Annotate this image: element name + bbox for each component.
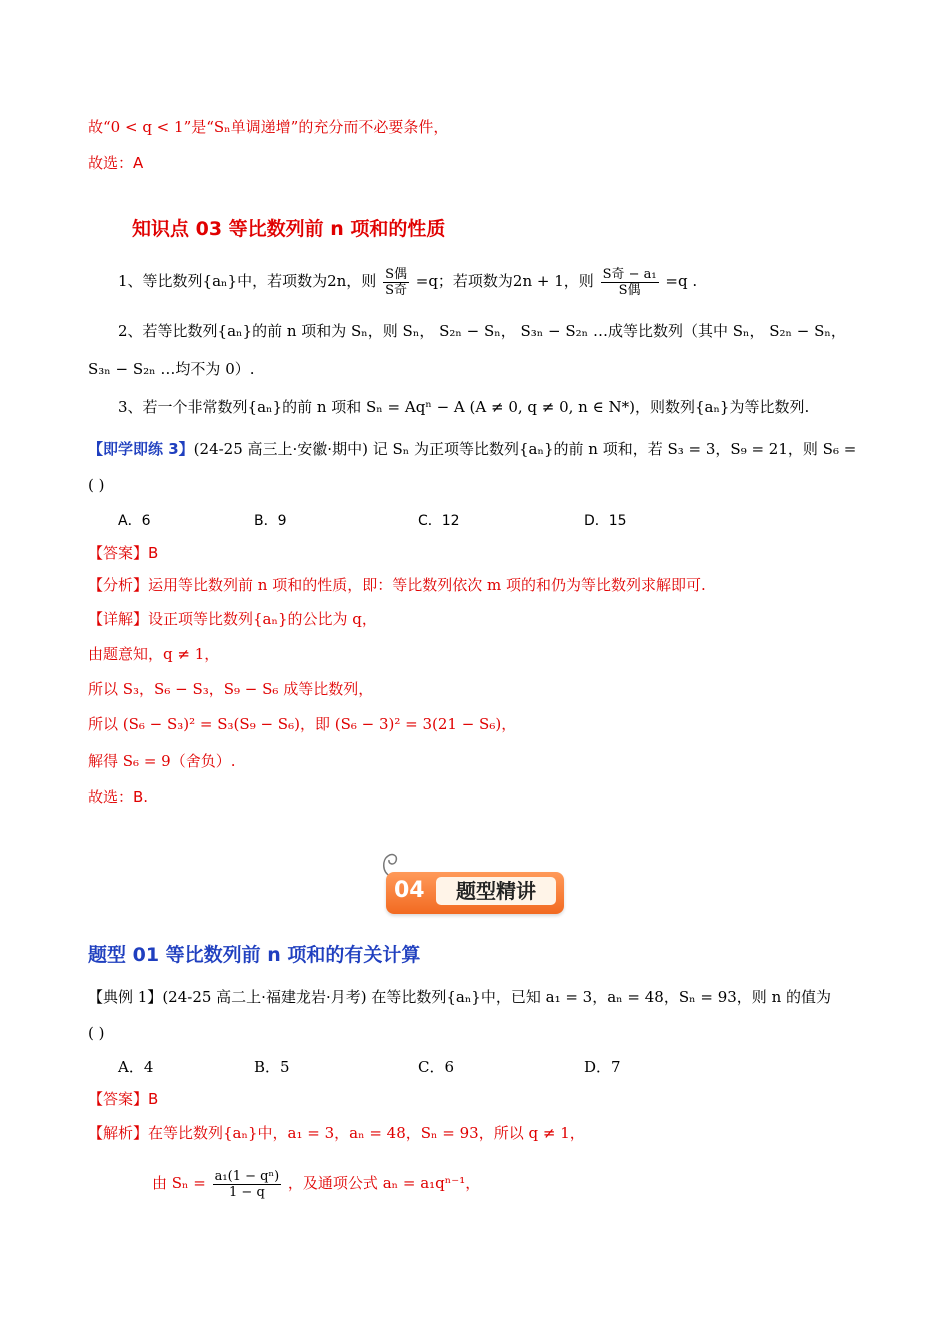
property-1-text-c: =q . bbox=[665, 272, 698, 290]
property-2-line-2: S₃ₙ − S₂ₙ …均不为 0）. bbox=[88, 360, 255, 378]
property-3: 3、若一个非常数列{aₙ}的前 n 项和 Sₙ = Aqⁿ − A (A ≠ 0, q ≠ 0, n ∈ N*)，则数列{aₙ}为等比数列. bbox=[118, 398, 810, 416]
practice-tag: 【即学即练 3】 bbox=[88, 440, 194, 458]
option-c: C．6 bbox=[418, 1058, 455, 1076]
practice-analysis: 【分析】运用等比数列前 n 项和的性质，即：等比数列依次 m 项的和仍为等比数列求解即可. bbox=[88, 576, 706, 594]
example-formula: 由 Sₙ = $\frac{\text{a₁(1 − qⁿ)}}{1 - q}$ ，及通项公式 aₙ = a₁qⁿ⁻¹， bbox=[152, 1168, 481, 1200]
practice-detail: 【详解】设正项等比数列{aₙ}的公比为 q， bbox=[88, 610, 377, 628]
conclusion-line: 故“0 < q < 1”是“Sₙ单调递增”的充分而不必要条件， bbox=[88, 118, 449, 136]
choice-line: 故选：A bbox=[88, 154, 144, 172]
property-1-text-a: 1、等比数列{aₙ}中，若项数为2n，则 bbox=[118, 272, 377, 290]
property-1-text-b: =q；若项数为2n + 1，则 bbox=[415, 272, 594, 290]
property-1 bbox=[118, 266, 697, 298]
option-c: C．12 bbox=[418, 513, 460, 529]
detail-step-1: 由题意知，q ≠ 1， bbox=[88, 645, 220, 663]
practice-question: 【即学即练 3】(24-25 高三上·安徽·期中) 记 Sₙ 为正项等比数列{aₙ}的前 n 项和，若 S₃ = 3，S₉ = 21，则 S₆ = bbox=[88, 440, 857, 458]
detail-step-2: 所以 S₃，S₆ − S₃，S₉ − S₆ 成等比数列， bbox=[88, 680, 374, 698]
option-b: B．5 bbox=[254, 1058, 290, 1076]
property-2-line-1: 2、若等比数列{aₙ}的前 n 项和为 Sₙ，则 Sₙ， S₂ₙ − Sₙ， S₃ₙ − S₂ₙ …成等比数列（其中 Sₙ， S₂ₙ − Sₙ， bbox=[118, 322, 846, 340]
example-answer: 【答案】B bbox=[88, 1090, 159, 1108]
option-d: D．15 bbox=[584, 513, 627, 529]
type-01-title: 题型 01 等比数列前 n 项和的有关计算 bbox=[88, 944, 421, 966]
example-question: 【典例 1】(24-25 高二上·福建龙岩·月考) 在等比数列{aₙ}中，已知 a₁ = 3，aₙ = 48，Sₙ = 93，则 n 的值为 bbox=[88, 988, 832, 1006]
option-a: A．6 bbox=[118, 513, 151, 529]
banner-number: 04 bbox=[394, 878, 425, 903]
option-d: D．7 bbox=[584, 1058, 621, 1076]
detail-step-3: 所以 (S₆ − S₃)² = S₃(S₉ − S₆)，即 (S₆ − 3)² = 3(21 − S₆)， bbox=[88, 715, 517, 733]
fraction-even-over-odd: $\frac{\text{S偶}}{\text{S奇}}$ bbox=[385, 266, 407, 298]
fraction-odd-minus-a1-over-even: $\frac{\text{S奇 − a₁}}{\text{S偶}}$ bbox=[602, 266, 657, 298]
option-a: A．4 bbox=[118, 1058, 154, 1076]
detail-step-4: 解得 S₆ = 9（舍负）. bbox=[88, 752, 236, 770]
practice-answer: 【答案】B bbox=[88, 544, 159, 562]
example-paren: ( ) bbox=[88, 1024, 105, 1042]
option-b: B．9 bbox=[254, 513, 287, 529]
knowledge-point-title: 知识点 03 等比数列前 n 项和的性质 bbox=[132, 218, 446, 240]
example-solution: 【解析】在等比数列{aₙ}中，a₁ = 3，aₙ = 48，Sₙ = 93，所以 q ≠ 1， bbox=[88, 1124, 585, 1142]
practice-paren: ( ) bbox=[88, 476, 105, 494]
sum-formula-fraction: $\frac{\text{a₁(1 − qⁿ)}}{1 - q}$ bbox=[214, 1168, 280, 1200]
banner-label: 题型精讲 bbox=[436, 877, 556, 905]
detail-step-5: 故选：B. bbox=[88, 788, 149, 806]
section-banner bbox=[386, 870, 566, 916]
